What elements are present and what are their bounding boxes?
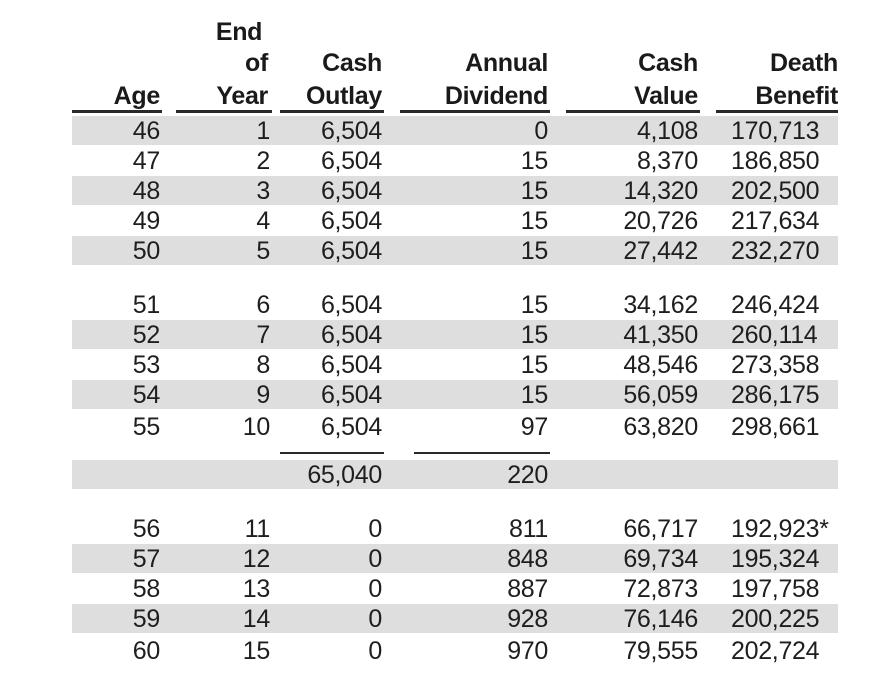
cell-outlay: 6,504 — [320, 413, 382, 441]
cell-year: 7 — [256, 321, 270, 349]
cell-outlay: 6,504 — [320, 117, 382, 145]
cell-death-benefit: 260,114 — [731, 321, 818, 349]
cell-year: 10 — [242, 413, 270, 441]
cell-age: 50 — [132, 237, 160, 265]
cell-death-benefit: 170,713 — [731, 117, 820, 145]
header-rule-dividend — [400, 110, 550, 113]
cell-outlay: 6,504 — [320, 207, 382, 235]
cell-outlay: 0 — [368, 545, 382, 573]
cell-year: 12 — [242, 545, 270, 573]
header-end-of-year-line2: of — [245, 49, 268, 77]
header-annual-dividend-line2: Dividend — [444, 82, 548, 110]
cell-outlay: 0 — [368, 637, 382, 665]
cell-year: 9 — [256, 381, 270, 409]
cell-year: 3 — [256, 177, 270, 205]
cell-age: 51 — [132, 291, 160, 319]
cell-year: 6 — [256, 291, 270, 319]
header-end-of-year-line1: End — [215, 18, 263, 46]
cell-outlay: 0 — [368, 605, 382, 633]
cell-cash-value: 63,820 — [623, 413, 698, 441]
cell-cash-value: 41,350 — [623, 321, 698, 349]
cell-year: 4 — [256, 207, 270, 235]
cell-dividend: 811 — [509, 515, 548, 543]
cell-death-benefit: 232,270 — [731, 237, 820, 265]
cell-outlay: 6,504 — [320, 321, 382, 349]
cell-dividend: 15 — [520, 207, 548, 235]
cell-death-benefit: 195,324 — [731, 545, 820, 573]
cell-cash-value: 79,555 — [623, 637, 698, 665]
cell-outlay: 0 — [368, 515, 382, 543]
cell-death-benefit: 202,724 — [731, 637, 820, 665]
cell-death-benefit: 217,634 — [731, 207, 820, 235]
header-rule-death-benefit — [716, 110, 838, 113]
cell-year: 5 — [256, 237, 270, 265]
cell-age: 53 — [132, 351, 160, 379]
total-rule-dividend — [414, 452, 550, 454]
cell-age: 55 — [132, 413, 160, 441]
cell-year: 14 — [242, 605, 270, 633]
cell-death-benefit: 273,358 — [731, 351, 820, 379]
header-death-benefit-line1: Death — [770, 49, 838, 77]
cell-cash-value: 48,546 — [623, 351, 698, 379]
cell-year: 8 — [256, 351, 270, 379]
header-rule-year — [176, 110, 272, 113]
cell-age: 58 — [132, 575, 160, 603]
cell-dividend: 15 — [520, 321, 548, 349]
cell-cash-value: 4,108 — [636, 117, 698, 145]
cell-age: 59 — [132, 605, 160, 633]
header-end-of-year-line3: Year — [216, 82, 268, 110]
header-rule-outlay — [280, 110, 384, 113]
cell-death-benefit: 192,923* — [731, 515, 829, 543]
cell-outlay: 6,504 — [320, 291, 382, 319]
header-cash-value-line2: Value — [634, 82, 698, 110]
cell-year: 11 — [244, 515, 270, 543]
cell-cash-value: 56,059 — [623, 381, 698, 409]
cell-dividend: 0 — [534, 117, 548, 145]
cell-cash-value: 34,162 — [623, 291, 698, 319]
header-cash-outlay-line1: Cash — [322, 49, 382, 77]
cell-dividend: 97 — [520, 413, 548, 441]
cell-cash-value: 76,146 — [623, 605, 698, 633]
header-cash-value-line1: Cash — [638, 49, 698, 77]
cell-age: 54 — [132, 381, 160, 409]
cell-age: 48 — [132, 177, 160, 205]
cell-age: 49 — [132, 207, 160, 235]
total-outlay: 65,040 — [307, 461, 382, 489]
header-annual-dividend-line1: Annual — [465, 49, 548, 77]
cell-outlay: 6,504 — [320, 381, 382, 409]
cell-dividend: 15 — [520, 381, 548, 409]
header-death-benefit-line2: Benefit — [755, 82, 838, 110]
cell-cash-value: 14,320 — [623, 177, 698, 205]
cell-outlay: 6,504 — [320, 237, 382, 265]
cell-dividend: 15 — [520, 291, 548, 319]
cell-dividend: 15 — [520, 237, 548, 265]
cell-dividend: 887 — [507, 575, 548, 603]
cell-year: 15 — [242, 637, 270, 665]
cell-outlay: 6,504 — [320, 147, 382, 175]
cell-year: 1 — [256, 117, 270, 145]
cell-dividend: 15 — [520, 351, 548, 379]
total-rule-outlay — [280, 452, 384, 454]
cell-cash-value: 27,442 — [623, 237, 698, 265]
cell-cash-value: 8,370 — [636, 147, 698, 175]
cell-age: 47 — [132, 147, 160, 175]
header-cash-outlay-line2: Outlay — [306, 82, 382, 110]
cell-outlay: 0 — [368, 575, 382, 603]
header-rule-cash-value — [566, 110, 700, 113]
cell-dividend: 848 — [507, 545, 548, 573]
cell-age: 57 — [132, 545, 160, 573]
cell-year: 2 — [256, 147, 270, 175]
cell-dividend: 15 — [520, 177, 548, 205]
cell-age: 52 — [132, 321, 160, 349]
cell-cash-value: 66,717 — [623, 515, 698, 543]
cell-age: 56 — [132, 515, 160, 543]
cell-death-benefit: 200,225 — [731, 605, 820, 633]
cell-dividend: 970 — [507, 637, 548, 665]
cell-age: 60 — [132, 637, 160, 665]
cell-death-benefit: 246,424 — [731, 291, 820, 319]
cell-death-benefit: 202,500 — [731, 177, 820, 205]
cell-cash-value: 69,734 — [623, 545, 698, 573]
cell-death-benefit: 298,661 — [731, 413, 820, 441]
header-rule-age — [72, 110, 162, 113]
cell-age: 46 — [132, 117, 160, 145]
cell-death-benefit: 186,850 — [731, 147, 820, 175]
cell-dividend: 928 — [507, 605, 548, 633]
cell-death-benefit: 197,758 — [731, 575, 820, 603]
cell-dividend: 15 — [520, 147, 548, 175]
cell-cash-value: 72,873 — [623, 575, 698, 603]
header-age: Age — [113, 82, 160, 110]
cell-death-benefit: 286,175 — [731, 381, 820, 409]
total-dividend: 220 — [507, 461, 548, 489]
cell-cash-value: 20,726 — [623, 207, 698, 235]
cell-year: 13 — [242, 575, 270, 603]
cell-outlay: 6,504 — [320, 351, 382, 379]
cell-outlay: 6,504 — [320, 177, 382, 205]
